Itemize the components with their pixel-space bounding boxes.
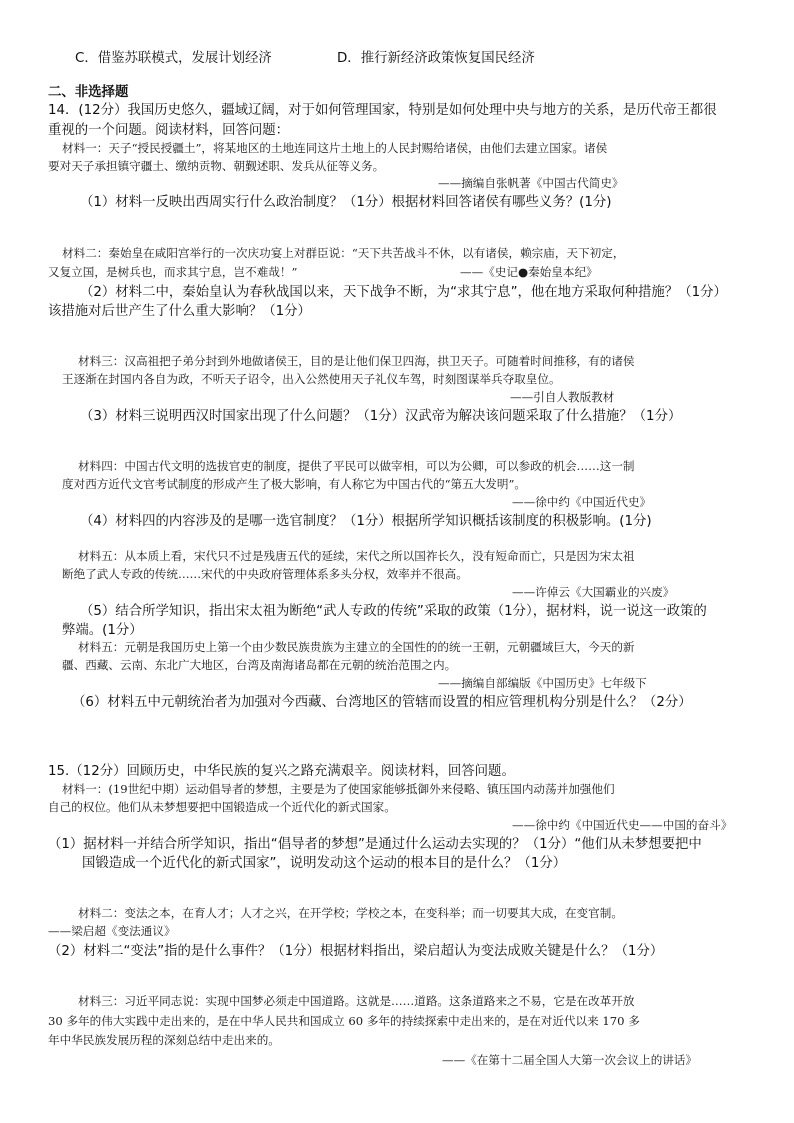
- text-line: 弊端。(1分）: [62, 623, 143, 638]
- text-line: （1）据材料一并结合所学知识，指出“倡导者的梦想”是通过什么运动去实现的？（1分）“他们从未梦想要把中: [48, 837, 702, 852]
- text-line: 材料二：变法之本，在育人才；人才之兴，在开学校；学校之本，在变科举；而一切要其大成，在变官制。: [78, 906, 623, 920]
- text-line: ——《在第十二届全国人大第一次会议上的讲话》: [442, 1053, 698, 1067]
- text-line: （6）材料五中元朝统治者为加强对今西藏、台湾地区的管辖而设置的相应管理机构分别是什么？（2分）: [72, 695, 692, 710]
- text-line: C．借鉴苏联模式，发展计划经济: [75, 51, 272, 66]
- text-line: 材料一：(19世纪中期）运动倡导者的梦想，主要是为了使国家能够抵御外来侵略、镇压国内动荡并加强他们: [62, 782, 615, 796]
- text-line: 材料四：中国古代文明的选拔官吏的制度，提供了平民可以做宰相，可以为公卿，可以参政的机会……这一制: [78, 459, 635, 473]
- text-line: ——徐中约《中国近代史》: [512, 495, 652, 509]
- text-line: （1）材料一反映出西周实行什么政治制度？（1分）根据材料回答诸侯有哪些义务？(1分): [80, 195, 612, 210]
- text-line: （3）材料三说明西汉时国家出现了什么问题？（1分）汉武帝为解决该问题采取了什么措施？（1分）: [80, 409, 682, 424]
- text-line: 材料三：习近平同志说：实现中国梦必须走中国道路。这就是……道路。这条道路来之不易，它是在改革开放: [78, 994, 635, 1008]
- text-line: ——引自人教版教材: [510, 390, 615, 404]
- text-line: （2）材料二中，秦始皇认为春秋战国以来，天下战争不断，为“求其宁息”，他在地方采取何种措施？（1分）: [80, 285, 727, 300]
- text-line: ——梁启超《变法通议》: [48, 924, 176, 938]
- text-line: 二、非选择题: [48, 85, 129, 100]
- text-line: ——徐中约《中国近代史——中国的奋斗》: [512, 818, 733, 832]
- text-line: 又复立国，是树兵也，而求其宁息，岂不难哉！”: [48, 265, 298, 279]
- text-line: ——摘编自部编版《中国历史》七年级下: [438, 676, 647, 690]
- text-line: 材料五：从本质上看，宋代只不过是残唐五代的延续，宋代之所以国祚长久，没有短命而亡，只是因为宋太祖: [78, 549, 635, 563]
- text-line: ——《史记●秦始皇本纪》: [460, 265, 598, 279]
- text-line: D．推行新经济政策恢复国民经济: [337, 51, 535, 66]
- text-line: 国锻造成一个近代化的新式国家”，说明发动这个运动的根本目的是什么？（1分）: [82, 856, 567, 871]
- text-line: 断绝了武人专政的传统……宋代的中央政府管理体系多头分权，效率并不很高。: [62, 567, 468, 581]
- text-line: 年中华民族发展历程的深刻总结中走出来的。: [48, 1033, 280, 1047]
- text-line: 自己的权位。他们从未梦想要把中国锻造成一个近代化的新式国家。: [48, 800, 396, 814]
- text-line: 材料一：天子“授民授疆土”，将某地区的土地连同这片土地上的人民封赐给诸侯，由他们去建立国家。诸侯: [62, 141, 608, 155]
- text-line: 重视的一个问题。阅读材料，回答问题：: [48, 123, 290, 138]
- text-line: 疆、西藏、云南、东北广大地区，台湾及南海诸岛都在元朝的统治范围之内。: [62, 658, 457, 672]
- text-line: ——许倬云《大国霸业的兴废》: [512, 585, 675, 599]
- text-line: 度对西方近代文官考试制度的形成产生了极大影响，有人称它为中国古代的“第五大发明”。: [62, 477, 527, 491]
- text-line: （2）材料二“变法”指的是什么事件？（1分）根据材料指出，梁启超认为变法成败关键是什么？（1分）: [48, 944, 664, 959]
- text-line: （4）材料四的内容涉及的是哪一选官制度？（1分）根据所学知识概括该制度的积极影响。(1分): [80, 514, 652, 529]
- text-line: 材料五：元朝是我国历史上第一个由少数民族贵族为主建立的全国性的的统一王朝，元朝疆域巨大，今天的新: [78, 640, 635, 654]
- text-line: 15.（12分）回顾历史，中华民族的复兴之路充满艰辛。阅读材料，回答问题。: [48, 764, 515, 779]
- text-line: ——摘编自张帆著《中国古代简史》: [438, 176, 624, 190]
- text-line: 该措施对后世产生了什么重大影响？（1分）: [48, 304, 311, 319]
- text-line: 要对天子承担镇守疆土、缴纳贡物、朝觐述职、发兵从征等义务。: [48, 159, 385, 173]
- text-line: 14．(12分）我国历史悠久，疆域辽阔，对于如何管理国家，特别是如何处理中央与地方的关系，是历代帝王都很: [48, 103, 717, 118]
- text-line: 材料二：秦始皇在咸阳宫举行的一次庆功宴上对群臣说：“天下共苦战斗不休，以有诸侯，赖宗庙，天下初定，: [62, 246, 625, 260]
- text-line: 王逐渐在封国内各自为政，不听天子诏令，出入公然使用天子礼仪车驾，时刻图谋举兵夺取皇位。: [62, 372, 561, 386]
- text-line: 30 多年的伟大实践中走出来的，是在中华人民共和国成立 60 多年的持续探索中走出来的，是在对近代以来 170 多: [48, 1014, 640, 1028]
- text-line: 材料三：汉高祖把子弟分封到外地做诸侯王，目的是让他们保卫四海，拱卫天子。可随着时间推移，有的诸侯: [78, 354, 635, 368]
- text-line: （5）结合所学知识，指出宋太祖为断绝“武人专政的传统”采取的政策（1分），据材料，说一说这一政策的: [80, 604, 707, 619]
